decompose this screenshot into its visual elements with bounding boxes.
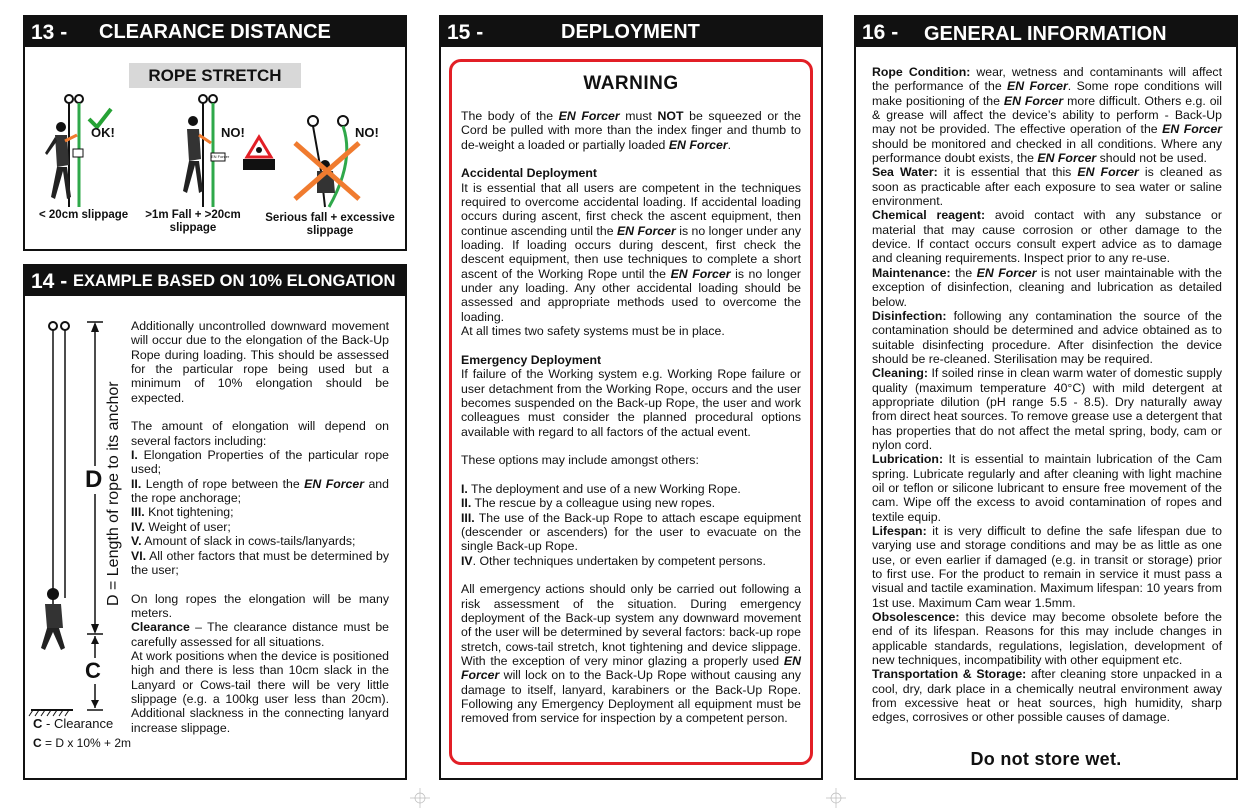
rope-condition — [872, 65, 1222, 165]
elongation-body — [131, 319, 389, 735]
t: It is essential to maintain lubrication of the Cam spring. Lubricate regularly and after cleaning with light machine oil or teflon or silicone lubricant to ensure free movement of the cam. Wipe off the excess to avoid contamination of ropes and textile equip. — [872, 452, 1222, 524]
t: will lock on to the Back-Up Rope without causing any damage to itself, lanyard, karabiners or the Back-Up Rope. Following any Emergency Deployment all equipment must be removed from service for inspection by a competent person. — [461, 668, 801, 726]
caption-serious — [263, 212, 397, 238]
t: it is essential that this — [937, 165, 1078, 180]
factor-1 — [131, 448, 389, 477]
rope-stretch-illustration — [25, 91, 405, 211]
factor-text: Weight of user; — [144, 519, 231, 534]
crop-mark-icon — [826, 788, 846, 808]
t: The body of the — [461, 109, 559, 123]
factor-4 — [131, 520, 389, 534]
section-number: 14 - — [31, 270, 68, 293]
product-name: EN Forcer — [976, 265, 1037, 280]
t: It is essential that all users are competent in the techniques required to overcome accidental loading. If accidental loading occurs during ascent, first check the ascent equipment, then continue ascending until the — [461, 180, 801, 238]
factor-num: III. — [131, 505, 145, 520]
t: All emergency actions should only be carried out following a risk assessment of the situation. During emergency deployment of the Back-up system any downward movement of the user will be determined by several factors: back-up rope stretch, cows-tail stretch, knot tightening and device slippage. With the exception of very minor glazing a properly used — [461, 582, 801, 669]
info-heading: Lubrication: — [872, 452, 944, 467]
t: is cleaned as soon as practicable after each exposure to sea water or saline environment. — [872, 165, 1222, 209]
crop-mark-icon — [410, 788, 430, 808]
info-heading: Sea Water: — [872, 165, 938, 180]
product-name: EN Forcer — [1037, 151, 1097, 166]
do-not-store-wet: Do not store wet. — [970, 749, 1122, 769]
rope-stretch-label: ROPE STRETCH — [129, 63, 301, 88]
product-name: EN Forcer — [1162, 122, 1222, 137]
option-num: II. — [461, 496, 472, 511]
formula-c: C — [33, 736, 42, 750]
option-text: The rescue by a colleague using new ropes. — [471, 496, 716, 511]
info-heading: Disinfection: — [872, 308, 947, 323]
panel-clearance-distance — [23, 15, 407, 251]
deployment-body — [461, 109, 801, 726]
option-4 — [461, 554, 801, 568]
product-name: EN Forcer — [461, 654, 801, 683]
t: this device may become obsolete before the end of its lifespan. Reasons for this may include changes in applicable standards, regulations, legislation, development of new techniques, incompatibility with other equipment etc. — [872, 610, 1222, 668]
t: is no longer under any loading. Any other accidental loading should be assessed and appropriate methods used to overcome the loading. — [461, 266, 801, 324]
transport-storage — [872, 667, 1222, 724]
panel-general-information — [854, 15, 1238, 780]
danger-warning-triangle — [243, 137, 275, 170]
product-name: EN Forcer — [558, 109, 620, 123]
vertical-rope-length-label: D = Length of rope to its anchor — [105, 381, 122, 606]
factor-2 — [131, 477, 389, 506]
serious-fall-climber-figure — [295, 116, 359, 207]
factor-num: V. — [131, 534, 142, 549]
no-climber-figure — [183, 95, 225, 207]
accidental-text — [461, 181, 801, 324]
product-name: EN Forcer — [304, 476, 364, 491]
para-work-positions: At work positions when the device is positioned high and there is less than 10cm slack in the Lanyard or Cows-tail there will be very little slippage (e.g. a 100kg user less than 20cm). Additional slackness in the connecting lanyard increase slippage. — [131, 648, 389, 735]
factor-text: All other factors that must be determined by the user; — [131, 548, 389, 577]
ok-label: OK! — [91, 125, 115, 140]
ok-climber-figure — [45, 95, 83, 207]
t: avoid contact with any substance or material that may cause corrosion or other damage to the device. If contact occurs consult expert advice as to damage and cleaning requirements. Inspect prior to any re-use. — [872, 208, 1222, 266]
factor-num: VI. — [131, 548, 147, 563]
emergency-heading: Emergency Deployment — [461, 352, 602, 367]
t: the — [950, 265, 977, 280]
option-text: The use of the Back-up Rope to attach escape equipment (descender or ascenders) for the user to evacuate on the single Back-up Rope. — [461, 510, 801, 554]
t: must — [619, 109, 658, 123]
product-name: EN Forcer — [668, 137, 728, 152]
danger-label: DANGER! — [234, 188, 267, 195]
info-heading: Maintenance: — [872, 265, 951, 280]
emergency-text: If failure of the Working system e.g. Working Rope failure or user detachment from the Working Rope, occurs and the user becomes suspended on the Back-up Rope, the user and work colleagues must consider the planned procedural options available with regard to all factors of the actual event. — [461, 367, 801, 439]
product-name: EN Forcer — [616, 223, 676, 238]
para-uncontrolled: Additionally uncontrolled downward movement will occur due to the elongation of the Back-Up Rope during loading. This should be assessed for the particular rope being used but a minimum of 10% elongation should be expected. — [131, 319, 389, 405]
chemical-reagent — [872, 208, 1222, 265]
lifespan — [872, 524, 1222, 610]
no-label-1: NO! — [221, 125, 245, 140]
factor-text: Knot tightening; — [144, 505, 234, 520]
factor-text: Elongation Properties of the particular rope used; — [131, 448, 389, 477]
option-num: I. — [461, 481, 468, 496]
section-header — [25, 17, 405, 47]
info-heading: Rope Condition: — [872, 65, 971, 79]
info-heading: Cleaning: — [872, 366, 929, 381]
options-intro: These options may include amongst others: — [461, 453, 699, 468]
caption-ok: < 20cm slippage — [39, 209, 129, 221]
factor-text: Length of rope between the — [141, 476, 305, 491]
clearance-formula — [33, 736, 131, 750]
section-title: GENERAL INFORMATION — [924, 23, 1167, 45]
sea-water — [872, 165, 1222, 208]
device-label: EN Forcer — [211, 154, 230, 159]
section-number: 13 - — [31, 21, 68, 44]
factor-num: IV. — [131, 519, 145, 534]
formula-text: = D x 10% + 2m — [41, 736, 132, 750]
factor-num: I. — [131, 448, 138, 463]
panel-deployment — [439, 15, 823, 780]
section-number: 15 - — [447, 21, 484, 44]
product-name: EN Forcer — [1003, 93, 1064, 108]
maintenance — [872, 266, 1222, 309]
lubrication — [872, 452, 1222, 524]
info-heading: Chemical reagent: — [872, 208, 986, 223]
section-header — [856, 17, 1236, 47]
clearance-c: C — [33, 716, 43, 731]
caption-fall-line1: >1m Fall + >20cm — [145, 209, 241, 221]
section-header — [441, 17, 821, 47]
clearance-text: – The clearance distance must be carefully assessed for all situations. — [131, 620, 389, 649]
obsolescence — [872, 610, 1222, 667]
product-name: EN Forcer — [670, 266, 731, 281]
option-1 — [461, 482, 801, 496]
t: it is very difficult to define the safe lifespan due to varying use and storage conditions and may be as little as one use, or even earlier if damaged (e.g. in transit or storage) prior to first use. For the product to remain in service it must pass a visual and tactile examination. Maximum lifespan: 10 years from 1st use. Maximum Cam wear 1.5mm. — [872, 524, 1222, 610]
two-systems-text: At all times two safety systems must be in place. — [461, 324, 725, 339]
product-name: EN Forcer — [1007, 79, 1068, 94]
product-name: EN Forcer — [1077, 165, 1139, 180]
factor-6 — [131, 549, 389, 578]
factor-text: Amount of slack in cows-tails/lanyards; — [141, 534, 356, 549]
para-clearance — [131, 620, 389, 649]
d-label: D — [85, 466, 103, 493]
option-3 — [461, 511, 801, 554]
option-text: The deployment and use of a new Working Rope. — [467, 481, 741, 496]
t: following any contamination the source of the contamination should be determined and advice obtained as to suitable disinfecting procedure. After disinfection the device should be re-cleaned. Sterilisation may be required. — [872, 308, 1222, 366]
panel-example-elongation — [23, 264, 407, 780]
warning-title: WARNING — [583, 73, 679, 94]
t: should be monitored and checked in all conditions. Where any performance doubt exists, the — [872, 136, 1222, 166]
factor-num: II. — [131, 476, 142, 491]
clearance-text: - Clearance — [42, 716, 114, 731]
general-info-body — [872, 65, 1222, 725]
t: . — [727, 137, 732, 152]
t: be squeezed or the Cord be pulled with more than the index finger and thumb to de-weight a loaded or partially loaded — [461, 109, 802, 152]
section-title: EXAMPLE BASED ON 10% ELONGATION — [73, 272, 396, 290]
section-header — [25, 266, 405, 296]
accidental-heading: Accidental Deployment — [461, 166, 597, 181]
factor-3 — [131, 505, 389, 519]
info-heading: Obsolescence: — [872, 610, 960, 625]
t: is not user maintainable with the exception of disinfection, cleaning and lubrication as detailed below. — [872, 265, 1222, 309]
option-num: IV — [461, 553, 473, 568]
para-amount: The amount of elongation will depend on several factors including: — [131, 419, 389, 448]
option-2 — [461, 496, 801, 510]
t: after cleaning store unpacked in a cool, dry, dark place in a chemically neutral environment away from excessive heat or heat sources, high humidity, sharp edges, corrosives or other possible causes of damage. — [872, 667, 1222, 725]
caption-fall-line2: slippage — [169, 222, 217, 234]
t: wear, wetness and contaminants will affect the performance of the — [872, 65, 1222, 94]
caption-serious-line2: slippage — [306, 225, 354, 237]
caption-fall — [143, 209, 243, 235]
section-number: 16 - — [862, 21, 899, 44]
section-title: CLEARANCE DISTANCE — [99, 21, 331, 43]
no-label-2: NO! — [355, 125, 379, 140]
info-heading: Lifespan: — [872, 524, 927, 538]
factor-text: and the rope anchorage; — [131, 476, 389, 506]
c-label: C — [85, 658, 101, 683]
cleaning — [872, 366, 1222, 452]
para-long-ropes: On long ropes the elongation will be many meters. — [131, 591, 389, 620]
caption-serious-line1: Serious fall + excessive — [265, 212, 395, 224]
t: should not be used. — [1096, 151, 1207, 166]
final-text — [461, 582, 801, 725]
warning-text — [461, 109, 801, 152]
section-title: DEPLOYMENT — [561, 21, 700, 43]
disinfection — [872, 309, 1222, 366]
option-text: . Other techniques undertaken by competent persons. — [472, 553, 766, 568]
t: . Some rope conditions will make positioning of the — [872, 79, 1222, 108]
clearance-legend — [33, 716, 113, 731]
factor-5 — [131, 534, 389, 548]
t: is no longer under any loading. If loading occurs during descent, first check the descent equipment, then use techniques to complete a short ascent of the Working Rope until the — [461, 223, 801, 281]
t: more difficult. Others e.g. oil & grease will affect the device’s ability to perform - Back-Up may not be provided. The effective operation of the — [872, 93, 1222, 137]
option-num: III. — [461, 510, 475, 525]
info-heading: Transportation & Storage: — [872, 667, 1027, 682]
emphasis-not: NOT — [657, 109, 684, 123]
t: If soiled rinse in clean warm water of domestic supply quality (maximum temperature 40°C) with mild detergent at appropriate dilution (pH range 5.5 - 8.5). Dry naturally away from direct heat sources. To remove grease use a detergent that has properties that do not affect the metal spring, body, cam or nylon cord. — [872, 366, 1222, 452]
clearance-heading: Clearance — [131, 620, 190, 635]
